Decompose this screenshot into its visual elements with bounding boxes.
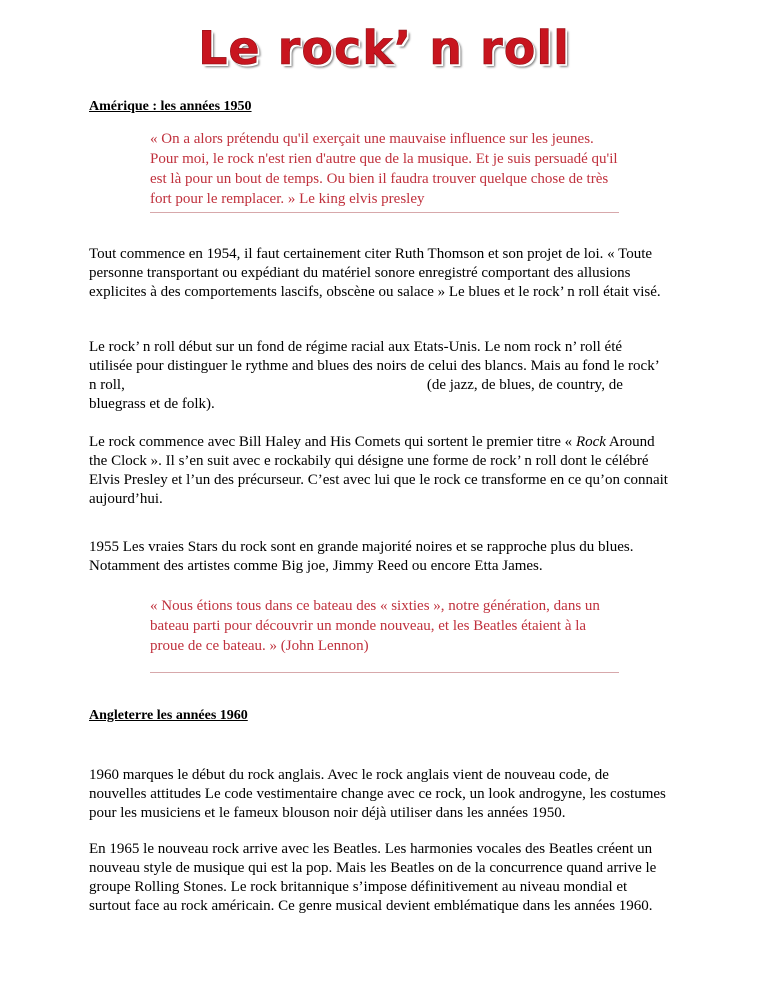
paragraph-bill-haley bbox=[89, 433, 669, 509]
paragraph-1954: Tout commence en 1954, il faut certainement citer Ruth Thomson et son projet de loi. « Toute personne transportant ou expédiant du matériel sonore enregistré comportant des allusions explicites à des comportements lascifs, obscène ou salace » Le blues et le rock’ n roll était visé. bbox=[89, 246, 661, 300]
paragraph-1955: 1955 Les vraies Stars du rock sont en grande majorité noires et se rapproche plus du blues. Notamment des artistes comme Big joe, Jimmy Reed ou encore Etta James. bbox=[89, 539, 634, 574]
paragraph-1960: 1960 marques le début du rock anglais. Avec le rock anglais vient de nouveau code, de nouvelles attitudes Le code vestimentaire change avec ce rock, un look androgyne, les costumes pour les musiciens et le fameux blouson noir déjà utiliser dans les années 1950. bbox=[89, 767, 666, 821]
section-heading-england: Angleterre les années 1960 bbox=[89, 708, 248, 723]
quote-lennon: « Nous étions tous dans ce bateau des « sixties », notre génération, dans un bateau parti pour découvrir un monde nouveau, et les Beatles étaient à la proue de ce bateau. » (John Lennon) bbox=[150, 598, 600, 654]
paragraph-1965: En 1965 le nouveau rock arrive avec les Beatles. Les harmonies vocales des Beatles créent un nouveau style de musique qui est la pop. Mais les Beatles on de la concurrence quand arrive le groupe Rolling Stones. Le rock britannique s’impose définitivement au niveau mondial et surtout face au rock américain. Ce genre musical devient emblématique dans les années 1960. bbox=[89, 841, 657, 914]
rock-emphasis: Rock bbox=[575, 434, 606, 450]
quote-elvis: « On a alors prétendu qu'il exerçait une mauvaise influence sur les jeunes. Pour moi, le rock n'est rien d'autre que de la musique. Et je suis persuadé qu'il est là pour un bout de temps. Ou bien il faudra trouver quelque chose de très fort pour le remplacer. » Le king elvis presley bbox=[150, 131, 618, 207]
paragraph-bill-haley-end: Around the Clock ». Il s’en suit avec e rockabily qui désigne une forme de rock’ n roll dont le célébré Elvis Presley et l’un des précurseur. C’est avec lui que le rock ce transforme en ce qu’on connait aujourd’hui. bbox=[89, 434, 668, 507]
page-title: Le rock’ n roll bbox=[198, 21, 570, 75]
quote-divider-2 bbox=[150, 672, 619, 673]
paragraph-racial bbox=[89, 338, 669, 414]
quote-divider bbox=[150, 212, 619, 213]
paragraph-racial-text: Le rock’ n roll début sur un fond de régime racial aux Etats-Unis. Le nom rock n’ roll été utilisée pour distinguer le rythme and blues des noirs de celui des blancs. Mais au fond le rock’ n roll, bbox=[89, 339, 659, 393]
section-heading-america: Amérique : les années 1950 bbox=[89, 99, 252, 114]
paragraph-bill-haley-start: Le rock commence avec Bill Haley and His Comets qui sortent le premier titre « bbox=[89, 434, 576, 450]
paragraph-racial-end: (de jazz, de blues, de country, de bluegrass et de folk). bbox=[89, 377, 623, 412]
